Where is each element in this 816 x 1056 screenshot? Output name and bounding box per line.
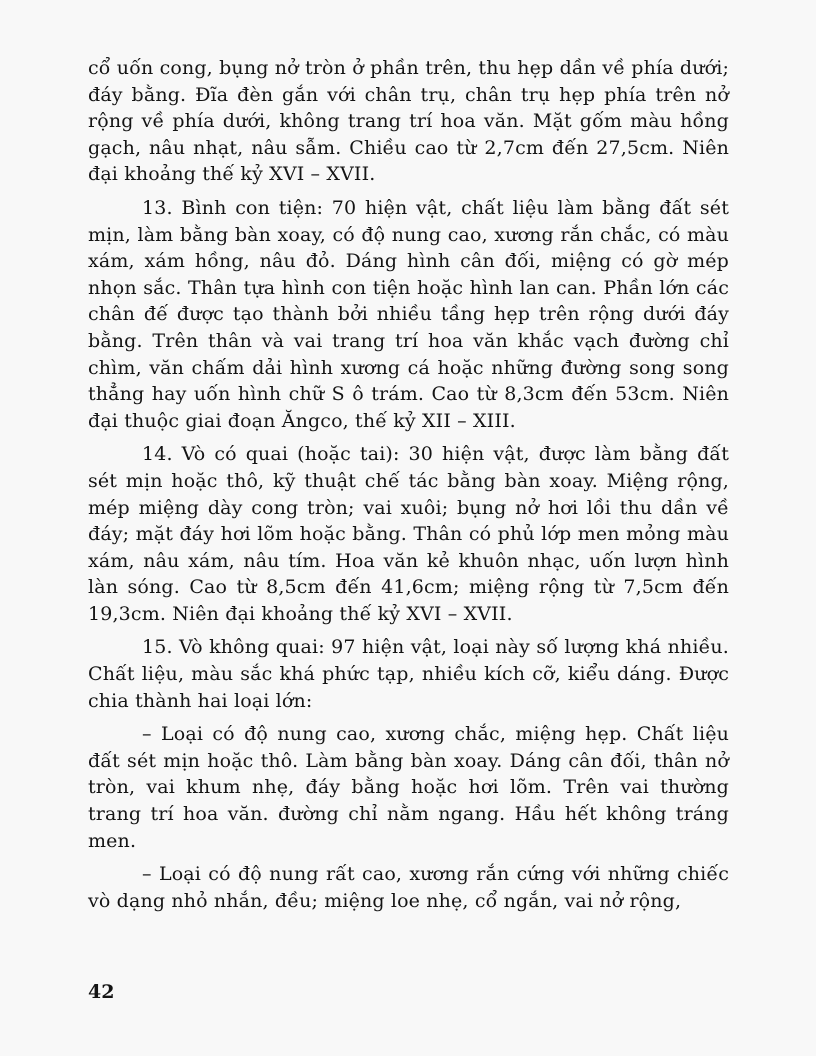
paragraph-subtype-1: – Loại có độ nung cao, xương chắc, miệng hẹp. Chất liệu đất sét mịn hoặc thô. Làm bằng bàn xoay. Dáng cân đối, thân nở tròn, vai khum nhẹ, đáy bằng hoặc hơi lõm. Trên vai thường trang trí hoa văn. đường chỉ nằm ngang. Hầu hết không tráng men. [88,723,729,852]
paragraph-item-15: 15. Vò không quai: 97 hiện vật, loại này số lượng khá nhiều. Chất liệu, màu sắc khá phức tạp, nhiều kích cỡ, kiểu dáng. Được chia thành hai loại lớn: [88,636,729,712]
page-number: 42 [88,981,115,1003]
paragraph-item-13: 13. Bình con tiện: 70 hiện vật, chất liệu làm bằng đất sét mịn, làm bằng bàn xoay, có độ nung cao, xương rắn chắc, có màu xám, xám hồng, nâu đỏ. Dáng hình cân đối, miệng có gờ mép nhọn sắc. Thân tựa hình con tiện hoặc hình lan can. Phần lớn các chân đế được tạo thành bởi nhiều tầng hẹp trên rộng dưới đáy bằng. Trên thân và vai trang trí hoa văn khắc vạch đường chỉ chìm, văn chấm dải hình xương cá hoặc những đường song song thẳng hay uốn hình chữ S ô trám. Cao từ 8,3cm đến 53cm. Niên đại thuộc giai đoạn Ăngco, thế kỷ XII – XIII. [88,196,729,432]
paragraph-continuation: cổ uốn cong, bụng nở tròn ở phần trên, thu hẹp dần về phía dưới; đáy bằng. Đĩa đèn gắn với chân trụ, chân trụ hẹp phía trên nở rộng về phía dưới, không trang trí hoa văn. Mặt gốm màu hồng gạch, nâu nhạt, nâu sẫm. Chiều cao từ 2,7cm đến 27,5cm. Niên đại khoảng thế kỷ XVI – XVII. [88,57,729,186]
paragraph-subtype-2: – Loại có độ nung rất cao, xương rắn cứng với những chiếc vò dạng nhỏ nhắn, đều; miệng loe nhẹ, cổ ngắn, vai nở rộng, [88,863,729,912]
paragraph-item-14: 14. Vò có quai (hoặc tai): 30 hiện vật, được làm bằng đất sét mịn hoặc thô, kỹ thuật chế tác bằng bàn xoay. Miệng rộng, mép miệng dày cong tròn; vai xuôi; bụng nở hơi lồi thu dần về đáy; mặt đáy hơi lõm hoặc bằng. Thân có phủ lớp men mỏng màu xám, nâu xám, nâu tím. Hoa văn kẻ khuôn nhạc, uốn lượn hình làn sóng. Cao từ 8,5cm đến 41,6cm; miệng rộng từ 7,5cm đến 19,3cm. Niên đại khoảng thế kỷ XVI – XVII. [88,443,729,625]
body-text [88,55,729,914]
